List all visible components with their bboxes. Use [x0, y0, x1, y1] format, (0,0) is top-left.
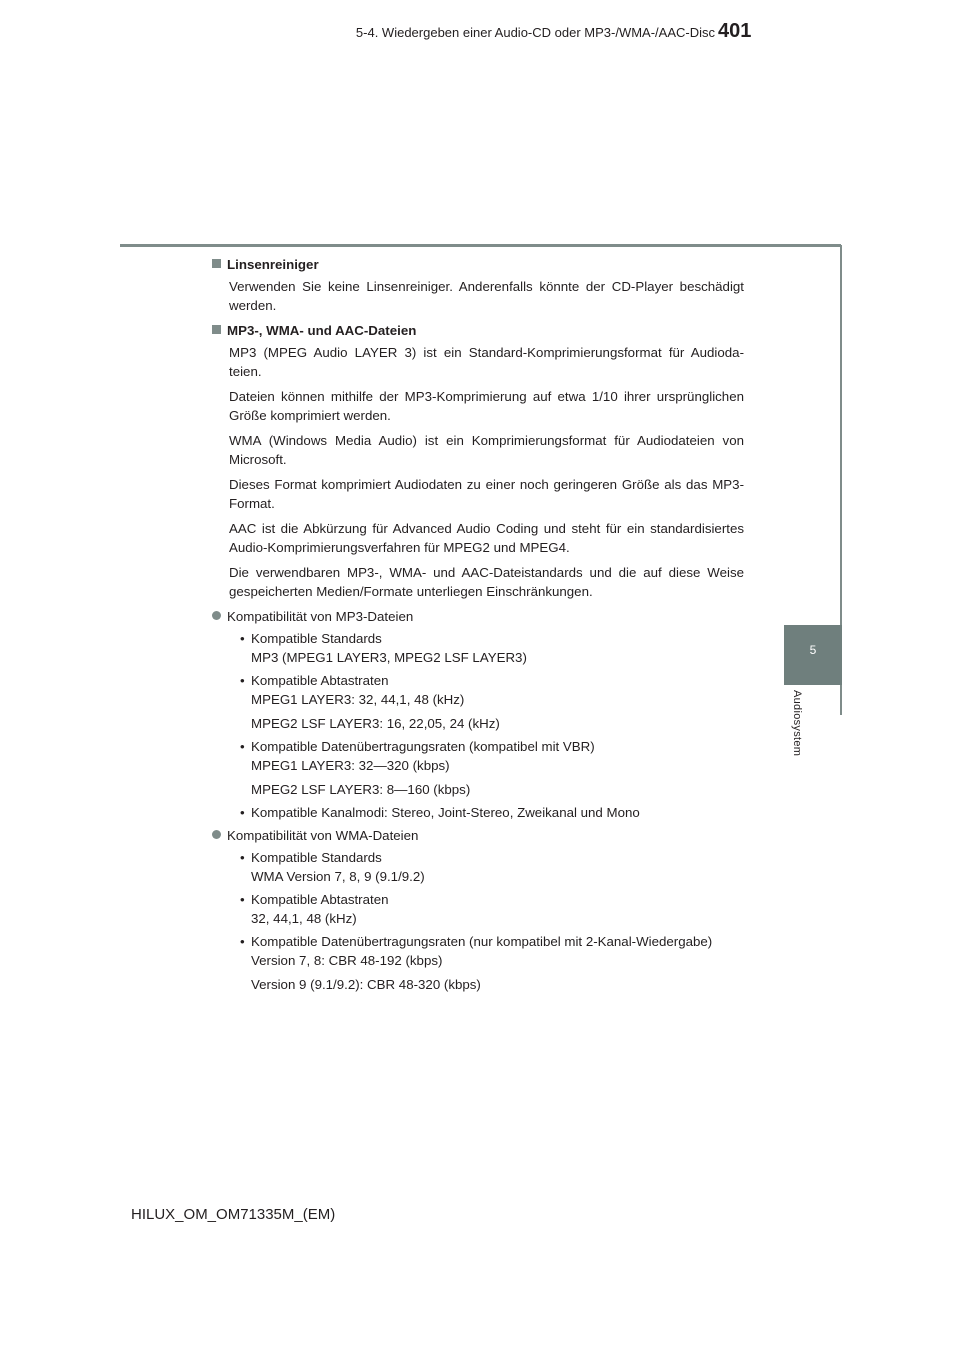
circle-bullet-icon — [212, 611, 221, 620]
section-title: 5-4. Wiedergeben einer Audio-CD oder MP3-/WMA-/AAC-Disc — [355, 25, 715, 40]
list-item: • Kompatible Standards MP3 (MPEG1 LAYER3, MPEG2 LSF LAYER3) — [240, 631, 527, 665]
heading-file-formats: MP3-, WMA- und AAC-Dateien — [212, 321, 744, 340]
square-bullet-icon — [212, 259, 221, 268]
paragraph: Verwenden Sie keine Linsenreiniger. Anderenfalls könnte der CD-Player beschädigt werden. — [229, 279, 744, 313]
list-item: • Kompatible Datenübertragungsraten (nur kompatibel mit 2-Kanal-Wiedergabe) Version 7, 8: CBR 48-192 (kbps) Version 9 (9.1/9.2): CBR 48-320 (kbps) — [240, 934, 713, 992]
page-content — [212, 255, 744, 998]
chapter-tab — [784, 625, 842, 685]
paragraph: AAC ist die Abkürzung für Advanced Audio Coding und steht für ein standardisiertes Audio-Komprimierungsverfahren für MPEG2 und MPEG4. — [229, 521, 744, 555]
square-bullet-icon — [212, 325, 221, 334]
paragraph: WMA (Windows Media Audio) ist ein Komprimierungsformat für Audiodateien von Microsoft. — [229, 433, 744, 467]
list-item: • Kompatible Standards WMA Version 7, 8, 9 (9.1/9.2) — [240, 850, 425, 884]
bullet-icon: • — [240, 892, 245, 907]
list-item: • Kompatible Datenübertragungsraten (kompatibel mit VBR) MPEG1 LAYER3: 32—320 (kbps) MPEG2 LSF LAYER3: 8—160 (kbps) — [240, 739, 595, 797]
bullet-icon: • — [240, 631, 245, 646]
bullet-icon: • — [240, 805, 245, 820]
bullet-icon: • — [240, 739, 245, 754]
page-number: 401 — [718, 20, 752, 42]
circle-bullet-icon — [212, 830, 221, 839]
list-item: • Kompatible Abtastraten MPEG1 LAYER3: 32, 44,1, 48 (kHz) MPEG2 LSF LAYER3: 16, 22,05, 24 (kHz) — [240, 673, 500, 731]
list-item: • Kompatible Kanalmodi: Stereo, Joint-Stereo, Zweikanal und Mono — [240, 805, 640, 820]
footer-document-code: HILUX_OM_OM71335M_(EM) — [131, 1206, 336, 1223]
paragraph: MP3 (MPEG Audio LAYER 3) ist ein Standard-Komprimierungsformat für Audioda-teien. — [229, 345, 744, 379]
subheading-mp3: Kompatibilität von MP3-Dateien — [212, 607, 744, 626]
chapter-label: Audiosystem — [791, 690, 803, 757]
heading-lens-cleaner: Linsenreiniger — [212, 255, 744, 274]
bullet-icon: • — [240, 850, 245, 865]
bullet-icon: • — [240, 934, 245, 949]
bullet-icon: • — [240, 673, 245, 688]
paragraph: Die verwendbaren MP3-, WMA- und AAC-Dateistandards und die auf diese Weise gespeicherten Medien/Formate unterliegen Einschränkungen. — [229, 565, 744, 599]
chapter-number: 5 — [809, 643, 817, 657]
paragraph: Dieses Format komprimiert Audiodaten zu einer noch geringeren Größe als das MP3-Format. — [229, 477, 744, 511]
list-item: • Kompatible Abtastraten 32, 44,1, 48 (kHz) — [240, 892, 389, 926]
paragraph: Dateien können mithilfe der MP3-Komprimierung auf etwa 1/10 ihrer ursprünglichen Größe komprimiert werden. — [229, 389, 744, 423]
header-rule — [120, 244, 841, 247]
subheading-wma: Kompatibilität von WMA-Dateien — [212, 826, 744, 845]
